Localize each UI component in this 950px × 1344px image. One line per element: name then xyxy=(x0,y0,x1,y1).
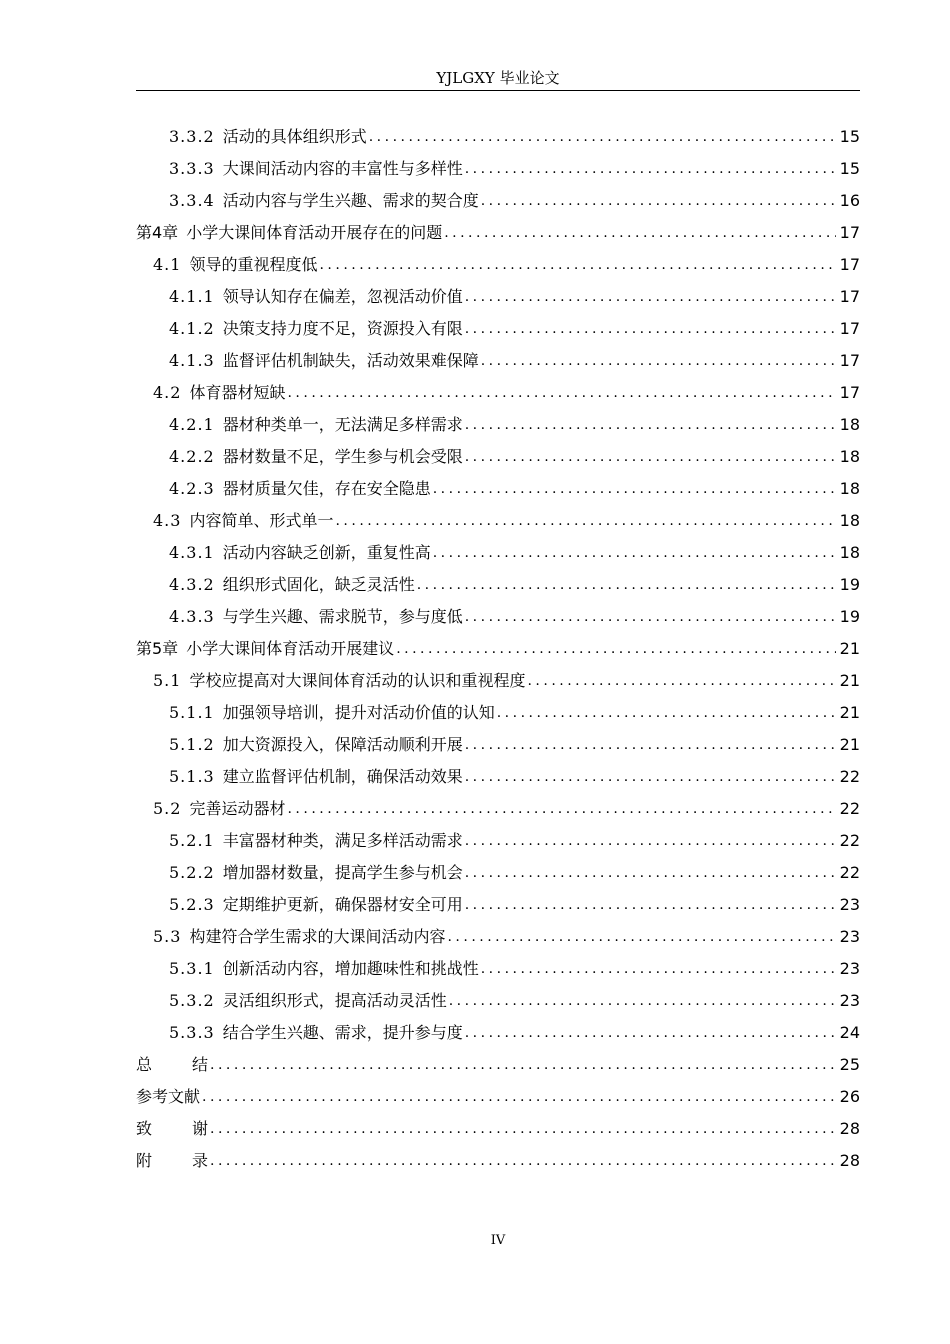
toc-dot-leader xyxy=(444,222,835,244)
toc-entry-title: 监督评估机制缺失，活动效果难保障 xyxy=(222,351,479,370)
toc-entry-title: 器材种类单一，无法满足多样需求 xyxy=(222,415,463,434)
toc-dot-leader xyxy=(335,510,835,532)
toc-entry-page: 21 xyxy=(839,703,860,722)
toc-dot-leader xyxy=(481,190,836,212)
toc-entry[interactable] xyxy=(136,212,860,244)
toc-dot-leader xyxy=(447,926,835,948)
toc-entry-page: 25 xyxy=(839,1055,860,1074)
toc-dot-leader xyxy=(210,1054,836,1076)
toc-entry-page: 16 xyxy=(839,191,860,210)
toc-entry[interactable] xyxy=(136,948,860,980)
toc-dot-leader xyxy=(465,734,836,756)
toc-entry-number: 5.3.3 xyxy=(169,1023,215,1042)
toc-entry[interactable] xyxy=(136,404,860,436)
toc-entry[interactable] xyxy=(136,116,860,148)
toc-entry-page: 28 xyxy=(839,1119,860,1138)
toc-entry-number: 3.3.4 xyxy=(169,191,215,210)
toc-entry-page: 18 xyxy=(839,479,860,498)
toc-entry-page: 23 xyxy=(839,991,860,1010)
toc-dot-leader xyxy=(210,1118,836,1140)
toc-entry-title: 附录 xyxy=(136,1151,249,1170)
toc-entry-number: 4.1.3 xyxy=(169,351,215,370)
toc-entry-page: 28 xyxy=(839,1151,860,1170)
toc-entry-page: 24 xyxy=(839,1023,860,1042)
toc-entry[interactable] xyxy=(136,244,860,276)
toc-entry-title: 小学大课间体育活动开展建议 xyxy=(186,639,395,658)
toc-entry-page: 22 xyxy=(839,831,860,850)
toc-entry[interactable] xyxy=(136,756,860,788)
toc-entry-page: 22 xyxy=(839,863,860,882)
toc-entry-title: 总结 xyxy=(136,1055,249,1074)
toc-entry[interactable] xyxy=(136,468,860,500)
toc-entry-page: 17 xyxy=(839,351,860,370)
toc-entry-title: 体育器材短缺 xyxy=(189,383,286,402)
toc-entry[interactable] xyxy=(136,980,860,1012)
toc-entry-title: 结合学生兴趣、需求，提升参与度 xyxy=(222,1023,463,1042)
page-number: IV xyxy=(490,1233,506,1248)
toc-entry-page: 21 xyxy=(839,639,860,658)
toc-entry-title: 构建符合学生需求的大课间活动内容 xyxy=(189,927,446,946)
toc-entry-number: 4.2 xyxy=(153,383,182,402)
toc-entry[interactable] xyxy=(136,1012,860,1044)
toc-entry-number: 第4章 xyxy=(136,223,179,242)
toc-entry-number: 4.2.3 xyxy=(169,479,215,498)
toc-entry-page: 17 xyxy=(839,255,860,274)
toc-entry-number: 5.1 xyxy=(153,671,182,690)
toc-dot-leader xyxy=(481,350,836,372)
toc-entry-title: 完善运动器材 xyxy=(189,799,286,818)
toc-entry-title: 小学大课间体育活动开展存在的问题 xyxy=(186,223,443,242)
toc-entry-number: 5.3.1 xyxy=(169,959,215,978)
toc-entry[interactable] xyxy=(136,180,860,212)
toc-entry-title: 加大资源投入，保障活动顺利开展 xyxy=(222,735,463,754)
toc-entry-number: 4.3.3 xyxy=(169,607,215,626)
toc-entry-page: 17 xyxy=(839,319,860,338)
toc-entry[interactable] xyxy=(136,148,860,180)
toc-dot-leader xyxy=(433,478,836,500)
toc-entry-page: 19 xyxy=(839,607,860,626)
toc-dot-leader xyxy=(202,1086,836,1108)
toc-entry[interactable] xyxy=(136,532,860,564)
toc-entry[interactable] xyxy=(136,884,860,916)
toc-dot-leader xyxy=(465,158,836,180)
toc-entry[interactable] xyxy=(136,1108,860,1140)
toc-dot-leader xyxy=(465,286,836,308)
toc-dot-leader xyxy=(465,606,836,628)
toc-dot-leader xyxy=(369,126,836,148)
toc-entry[interactable] xyxy=(136,788,860,820)
toc-dot-leader xyxy=(319,254,835,276)
toc-entry-page: 22 xyxy=(839,799,860,818)
toc-entry-number: 4.1 xyxy=(153,255,182,274)
toc-entry-title: 创新活动内容，增加趣味性和挑战性 xyxy=(222,959,479,978)
toc-entry-number: 第5章 xyxy=(136,639,179,658)
toc-entry[interactable] xyxy=(136,660,860,692)
page-header: YJLGXY 毕业论文 xyxy=(436,69,560,87)
toc-entry-page: 23 xyxy=(839,959,860,978)
toc-entry[interactable] xyxy=(136,1044,860,1076)
table-of-contents xyxy=(136,116,860,1172)
toc-entry-number: 5.1.2 xyxy=(169,735,215,754)
toc-entry-page: 18 xyxy=(839,543,860,562)
toc-dot-leader xyxy=(210,1150,836,1172)
toc-entry-title: 丰富器材种类，满足多样活动需求 xyxy=(222,831,463,850)
toc-entry[interactable] xyxy=(136,564,860,596)
toc-entry-number: 3.3.3 xyxy=(169,159,215,178)
toc-entry[interactable] xyxy=(136,628,860,660)
toc-entry-title: 器材数量不足，学生参与机会受限 xyxy=(222,447,463,466)
toc-entry-page: 19 xyxy=(839,575,860,594)
toc-entry-page: 15 xyxy=(839,127,860,146)
toc-dot-leader xyxy=(465,446,836,468)
toc-entry[interactable] xyxy=(136,500,860,532)
toc-entry-title: 活动内容缺乏创新，重复性高 xyxy=(222,543,431,562)
toc-entry-title: 内容简单、形式单一 xyxy=(189,511,334,530)
toc-entry-page: 17 xyxy=(839,223,860,242)
toc-entry-page: 17 xyxy=(839,383,860,402)
toc-entry-number: 4.1.1 xyxy=(169,287,215,306)
toc-entry-number: 5.2.1 xyxy=(169,831,215,850)
toc-entry-number: 4.1.2 xyxy=(169,319,215,338)
toc-dot-leader xyxy=(433,542,836,564)
toc-entry-title: 活动的具体组织形式 xyxy=(222,127,367,146)
toc-dot-leader xyxy=(497,702,836,724)
toc-dot-leader xyxy=(417,574,836,596)
toc-entry[interactable] xyxy=(136,1140,860,1172)
toc-entry-page: 18 xyxy=(839,447,860,466)
toc-entry-number: 4.2.1 xyxy=(169,415,215,434)
toc-entry-number: 5.3 xyxy=(153,927,182,946)
toc-entry-page: 22 xyxy=(839,767,860,786)
toc-dot-leader xyxy=(287,382,835,404)
toc-entry-title: 学校应提高对大课间体育活动的认识和重视程度 xyxy=(189,671,526,690)
toc-entry-page: 18 xyxy=(839,415,860,434)
toc-entry-title: 与学生兴趣、需求脱节，参与度低 xyxy=(222,607,463,626)
toc-entry[interactable] xyxy=(136,340,860,372)
toc-dot-leader xyxy=(465,862,836,884)
toc-entry-page: 21 xyxy=(839,671,860,690)
toc-entry-title: 器材质量欠佳，存在安全隐患 xyxy=(222,479,431,498)
toc-entry[interactable] xyxy=(136,276,860,308)
toc-dot-leader xyxy=(396,638,835,660)
toc-entry-number: 4.2.2 xyxy=(169,447,215,466)
toc-entry-number: 4.3.2 xyxy=(169,575,215,594)
toc-entry[interactable] xyxy=(136,724,860,756)
toc-dot-leader xyxy=(465,1022,836,1044)
toc-entry-page: 18 xyxy=(839,511,860,530)
toc-entry[interactable] xyxy=(136,372,860,404)
toc-entry-title: 领导认知存在偏差，忽视活动价值 xyxy=(222,287,463,306)
toc-entry-title: 建立监督评估机制，确保活动效果 xyxy=(222,767,463,786)
toc-entry-page: 26 xyxy=(839,1087,860,1106)
toc-entry[interactable] xyxy=(136,1076,860,1108)
toc-entry-page: 17 xyxy=(839,287,860,306)
toc-dot-leader xyxy=(465,414,836,436)
toc-entry-number: 5.1.1 xyxy=(169,703,215,722)
toc-entry-title: 加强领导培训，提升对活动价值的认知 xyxy=(222,703,495,722)
toc-entry-number: 5.2.3 xyxy=(169,895,215,914)
toc-entry-number: 4.3 xyxy=(153,511,182,530)
toc-entry-number: 5.3.2 xyxy=(169,991,215,1010)
toc-entry-title: 大课间活动内容的丰富性与多样性 xyxy=(222,159,463,178)
toc-entry-number: 4.3.1 xyxy=(169,543,215,562)
toc-entry[interactable] xyxy=(136,308,860,340)
toc-entry[interactable] xyxy=(136,916,860,948)
toc-dot-leader xyxy=(465,766,836,788)
toc-entry-number: 5.1.3 xyxy=(169,767,215,786)
toc-dot-leader xyxy=(287,798,835,820)
toc-entry[interactable] xyxy=(136,820,860,852)
toc-entry-title: 致谢 xyxy=(136,1119,249,1138)
toc-entry-page: 23 xyxy=(839,927,860,946)
toc-dot-leader xyxy=(481,958,836,980)
toc-entry-title: 增加器材数量，提高学生参与机会 xyxy=(222,863,463,882)
toc-entry[interactable] xyxy=(136,692,860,724)
toc-entry-title: 参考文献 xyxy=(136,1087,201,1106)
toc-dot-leader xyxy=(465,830,836,852)
toc-dot-leader xyxy=(465,894,836,916)
toc-entry-title: 定期维护更新，确保器材安全可用 xyxy=(222,895,463,914)
toc-entry[interactable] xyxy=(136,436,860,468)
toc-entry-title: 灵活组织形式，提高活动灵活性 xyxy=(222,991,447,1010)
toc-entry[interactable] xyxy=(136,596,860,628)
toc-dot-leader xyxy=(449,990,836,1012)
toc-entry-page: 21 xyxy=(839,735,860,754)
toc-entry-title: 领导的重视程度低 xyxy=(189,255,318,274)
toc-entry-title: 决策支持力度不足，资源投入有限 xyxy=(222,319,463,338)
toc-dot-leader xyxy=(527,670,835,692)
toc-dot-leader xyxy=(465,318,836,340)
toc-entry-page: 15 xyxy=(839,159,860,178)
toc-entry-number: 5.2.2 xyxy=(169,863,215,882)
header-divider xyxy=(136,90,860,91)
toc-entry[interactable] xyxy=(136,852,860,884)
toc-entry-number: 5.2 xyxy=(153,799,182,818)
toc-entry-number: 3.3.2 xyxy=(169,127,215,146)
toc-entry-title: 活动内容与学生兴趣、需求的契合度 xyxy=(222,191,479,210)
toc-entry-title: 组织形式固化，缺乏灵活性 xyxy=(222,575,415,594)
toc-entry-page: 23 xyxy=(839,895,860,914)
